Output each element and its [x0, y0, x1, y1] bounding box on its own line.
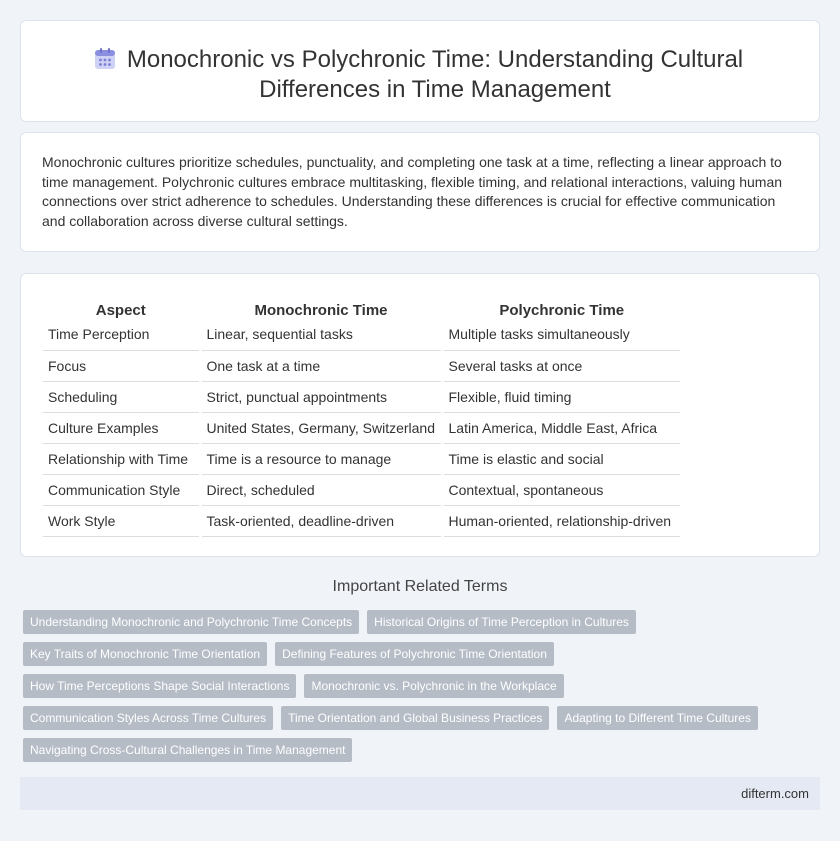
table-row: [43, 505, 680, 536]
table-row: [43, 319, 680, 350]
table-cell: Contextual, spontaneous: [442, 474, 680, 505]
related-terms-heading: Important Related Terms: [332, 578, 508, 595]
table-cell: Work Style: [43, 505, 200, 536]
table-cell: Culture Examples: [43, 412, 200, 443]
related-term-link[interactable]: Communication Styles Across Time Cultures: [23, 706, 273, 730]
intro-card: [20, 132, 820, 252]
table-row: [43, 474, 680, 505]
related-term-link[interactable]: Time Orientation and Global Business Practices: [281, 706, 549, 730]
related-term-link[interactable]: Adapting to Different Time Cultures: [557, 706, 758, 730]
table-cell: United States, Germany, Switzerland: [200, 412, 442, 443]
title-card: [20, 20, 820, 122]
table-cell: Linear, sequential tasks: [200, 319, 442, 350]
comparison-table: [43, 295, 680, 537]
comparison-table-card: [20, 273, 820, 557]
table-header-row: [43, 295, 680, 319]
table-cell: Direct, scheduled: [200, 474, 442, 505]
table-cell: One task at a time: [200, 350, 442, 381]
intro-paragraph: Monochronic cultures prioritize schedules, punctuality, and completing one task at a time, reflecting a linear approach to time management. Polychronic cultures embrace multitasking, flexible timing, and relational interactions, valuing human connections over strict adherence to schedules. Understanding these differences is crucial for effective communication and collaboration across diverse cultural settings.: [42, 154, 783, 229]
table-row: [43, 412, 680, 443]
table-cell: Communication Style: [43, 474, 200, 505]
table-row: [43, 381, 680, 412]
table-cell: Several tasks at once: [442, 350, 680, 381]
table-cell: Time is a resource to manage: [200, 443, 442, 474]
related-term-link[interactable]: Key Traits of Monochronic Time Orientation: [23, 642, 267, 666]
table-cell: Time Perception: [43, 319, 200, 350]
table-cell: Latin America, Middle East, Africa: [442, 412, 680, 443]
table-cell: Scheduling: [43, 381, 200, 412]
page-title: Monochronic vs Polychronic Time: Understanding Cultural Differences in Time Management: [126, 46, 744, 103]
table-cell: Relationship with Time: [43, 443, 200, 474]
table-row: [43, 350, 680, 381]
related-term-link[interactable]: Understanding Monochronic and Polychronic Time Concepts: [23, 610, 359, 634]
header-aspect: Aspect: [95, 302, 146, 319]
table-cell: Flexible, fluid timing: [442, 381, 680, 412]
table-cell: Task-oriented, deadline-driven: [200, 505, 442, 536]
footer: [20, 777, 820, 810]
table-row: [43, 443, 680, 474]
related-terms-list: [23, 610, 803, 770]
header-monochronic: Monochronic Time: [200, 295, 442, 319]
table-cell: Human-oriented, relationship-driven: [442, 505, 680, 536]
related-term-link[interactable]: How Time Perceptions Shape Social Interactions: [23, 674, 296, 698]
related-term-link[interactable]: Historical Origins of Time Perception in Cultures: [367, 610, 636, 634]
related-term-link[interactable]: Monochronic vs. Polychronic in the Workplace: [304, 674, 563, 698]
table-cell: Focus: [43, 350, 200, 381]
footer-site-name: difterm.com: [741, 786, 809, 801]
table-cell: Strict, punctual appointments: [200, 381, 442, 412]
related-term-link[interactable]: Navigating Cross-Cultural Challenges in Time Management: [23, 738, 352, 762]
related-term-link[interactable]: Defining Features of Polychronic Time Orientation: [275, 642, 554, 666]
table-cell: Multiple tasks simultaneously: [442, 319, 680, 350]
header-polychronic: Polychronic Time: [442, 295, 680, 319]
table-cell: Time is elastic and social: [442, 443, 680, 474]
